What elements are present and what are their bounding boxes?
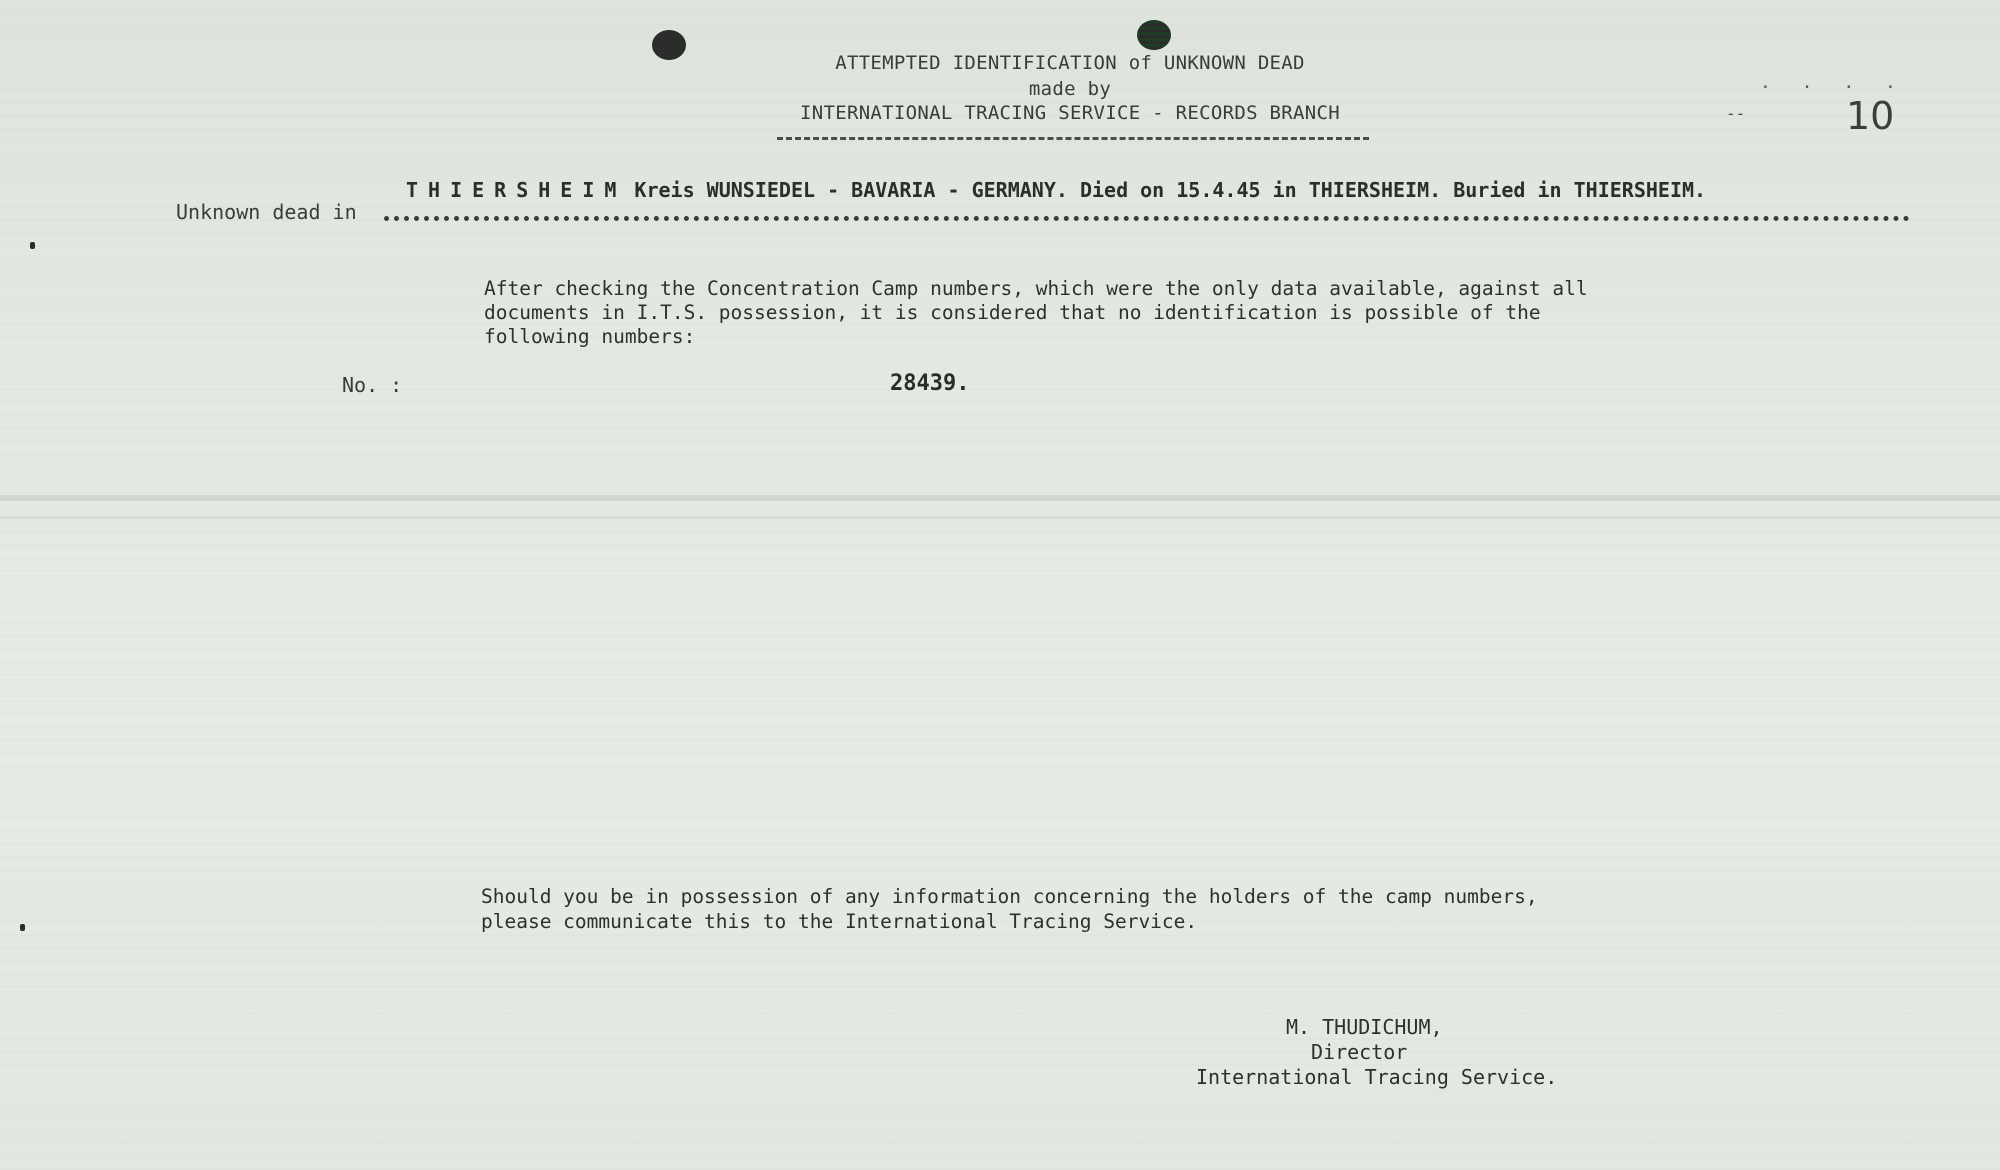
place-details: Kreis WUNSIEDEL - BAVARIA - GERMANY. Died on 15.4.45 in THIERSHEIM. Buried in THIERSHEIM. [634, 178, 1707, 202]
header-subtitle: made by [1028, 78, 1112, 100]
header-underline [777, 137, 1369, 140]
burial-location [406, 178, 1706, 202]
body-line-3: following numbers: [484, 325, 696, 348]
scan-stripe [0, 495, 2000, 501]
place-name: THIERSHEIM [406, 178, 627, 202]
signatory-organization: International Tracing Service. [1196, 1065, 1558, 1089]
punch-hole-left [652, 30, 686, 60]
top-right-marks: . . . . [1760, 72, 1906, 93]
camp-number: 28439. [890, 371, 970, 396]
closing-line-1: Should you be in possession of any information concerning the holders of the camp numbers, [481, 885, 1538, 908]
dotted-fill-line [384, 216, 1910, 221]
page-number: 10 [1846, 94, 1895, 138]
punch-hole-right [1137, 20, 1171, 50]
body-line-2: documents in I.T.S. possession, it is considered that no identification is possible of the [484, 301, 1541, 324]
edge-mark [30, 242, 35, 249]
header-organization: INTERNATIONAL TRACING SERVICE - RECORDS BRANCH [800, 102, 1340, 124]
number-label: No. : [342, 373, 403, 397]
header-title: ATTEMPTED IDENTIFICATION of UNKNOWN DEAD [835, 52, 1305, 74]
scan-stripe [0, 516, 2000, 519]
top-right-dash: -- [1726, 104, 1746, 123]
signatory-name: M. THUDICHUM, [1286, 1015, 1443, 1039]
signatory-title: Director [1311, 1040, 1408, 1064]
unknown-dead-label: Unknown dead in [176, 200, 357, 224]
edge-mark [20, 924, 25, 931]
closing-line-2: please communicate this to the International Tracing Service. [481, 910, 1198, 933]
body-line-1: After checking the Concentration Camp numbers, which were the only data available, against all [484, 277, 1588, 300]
